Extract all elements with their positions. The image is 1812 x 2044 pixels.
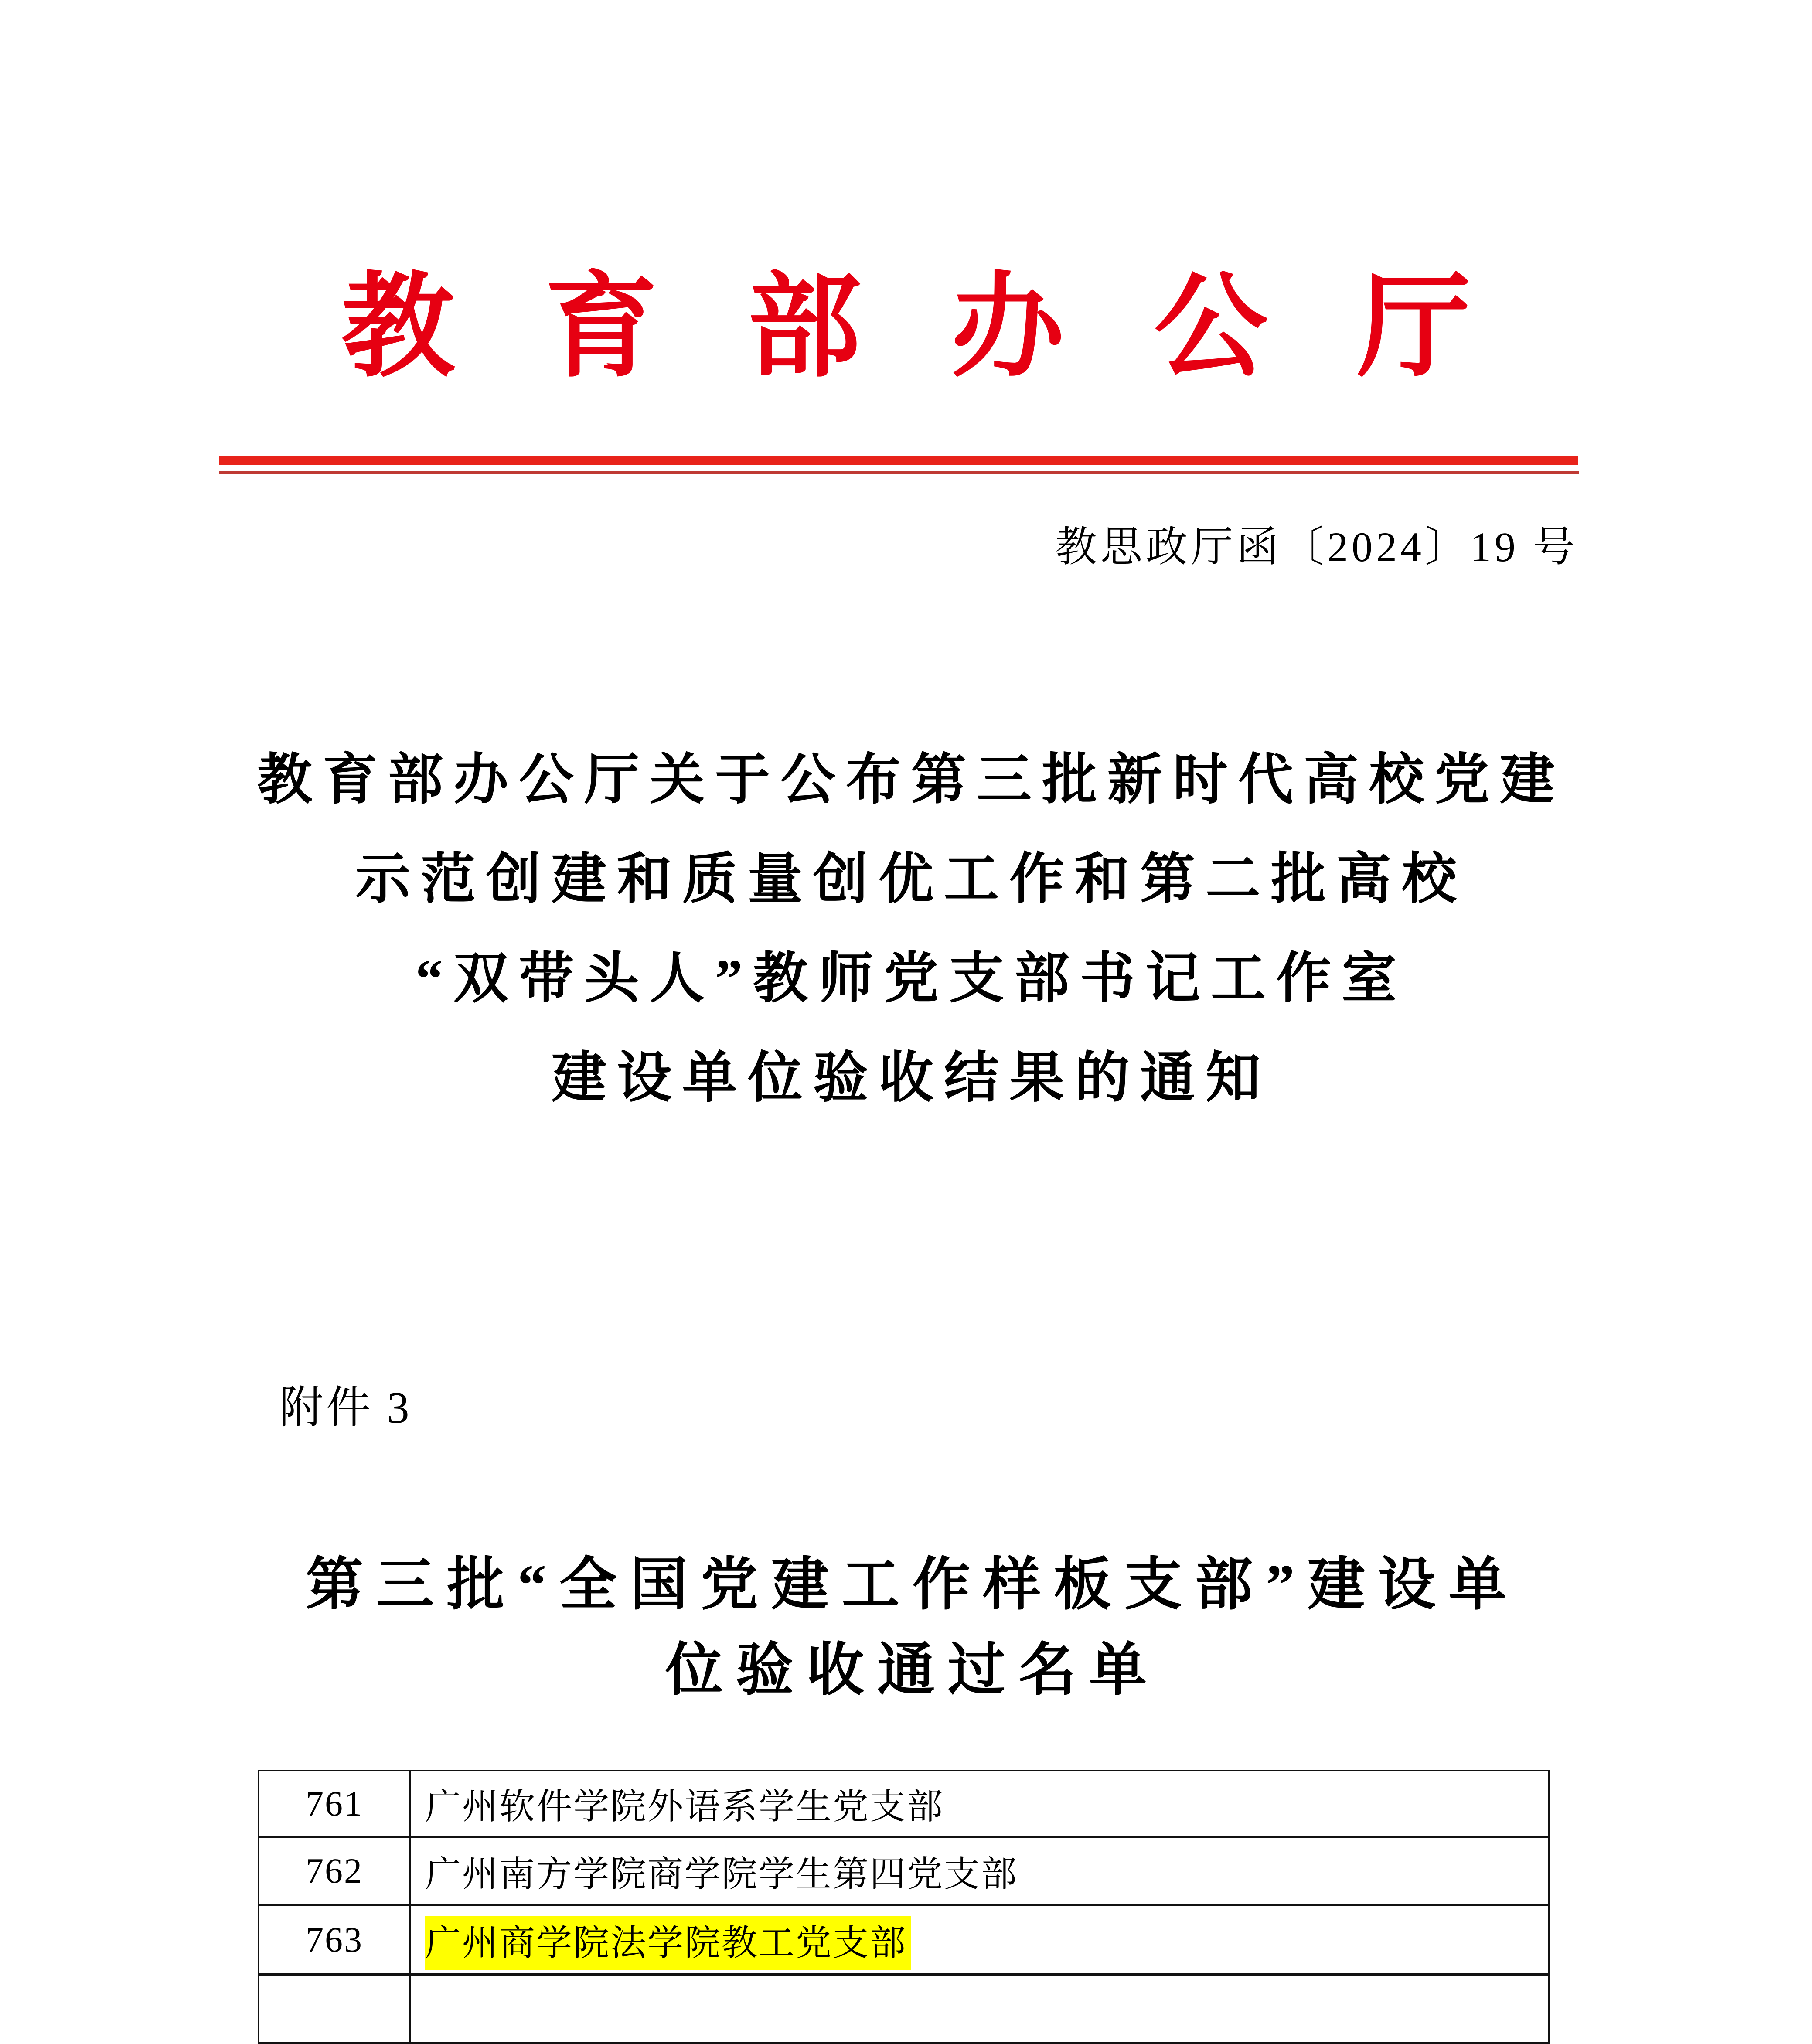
annex-list-title-line-1: 第三批“全国党建工作样板支部”建设单 <box>306 1553 1519 1617</box>
notice-title-line-1: 教育部办公厅关于公布第三批新时代高校党建 <box>257 750 1565 811</box>
notice-title-line-3: “双带头人”教师党支部书记工作室 <box>416 949 1407 1009</box>
table-row <box>259 1905 1549 1975</box>
table-row <box>259 1837 1549 1905</box>
row-number-cell: 761 <box>259 1771 410 1837</box>
approved-units-table <box>258 1770 1550 2044</box>
row-number-cell: 763 <box>259 1905 410 1975</box>
row-number-cell: 762 <box>259 1837 410 1905</box>
letterhead-separator-thin <box>219 471 1579 474</box>
row-name-cell <box>410 1905 1549 1975</box>
table-row-partial <box>259 1975 1549 2043</box>
unit-name: 广州软件学院外语系学生党支部 <box>425 1787 944 1826</box>
annex-list-title <box>0 1542 1812 1713</box>
notice-title-line-4: 建设单位验收结果的通知 <box>552 1048 1271 1109</box>
notice-title <box>0 731 1812 1128</box>
document-reference-number: 教思政厅函〔2024〕19 号 <box>1055 524 1578 570</box>
unit-name: 广州南方学院商学院学生第四党支部 <box>425 1854 1018 1894</box>
annex-list-title-line-2: 位验收通过名单 <box>665 1638 1160 1702</box>
letterhead-separator-thick <box>219 456 1578 465</box>
row-name-cell <box>410 1975 1549 2043</box>
row-number-cell <box>259 1975 410 2043</box>
attachment-label: 附件 3 <box>279 1383 412 1433</box>
row-name-cell <box>410 1771 1549 1837</box>
highlighted-unit-name: 广州商学院法学院教工党支部 <box>425 1916 911 1970</box>
letterhead-org-title: 教育部办公厅 <box>341 265 1560 391</box>
notice-title-line-2: 示范创建和质量创优工作和第二批高校 <box>355 849 1467 910</box>
row-name-cell <box>410 1837 1549 1905</box>
table-row <box>259 1771 1549 1837</box>
